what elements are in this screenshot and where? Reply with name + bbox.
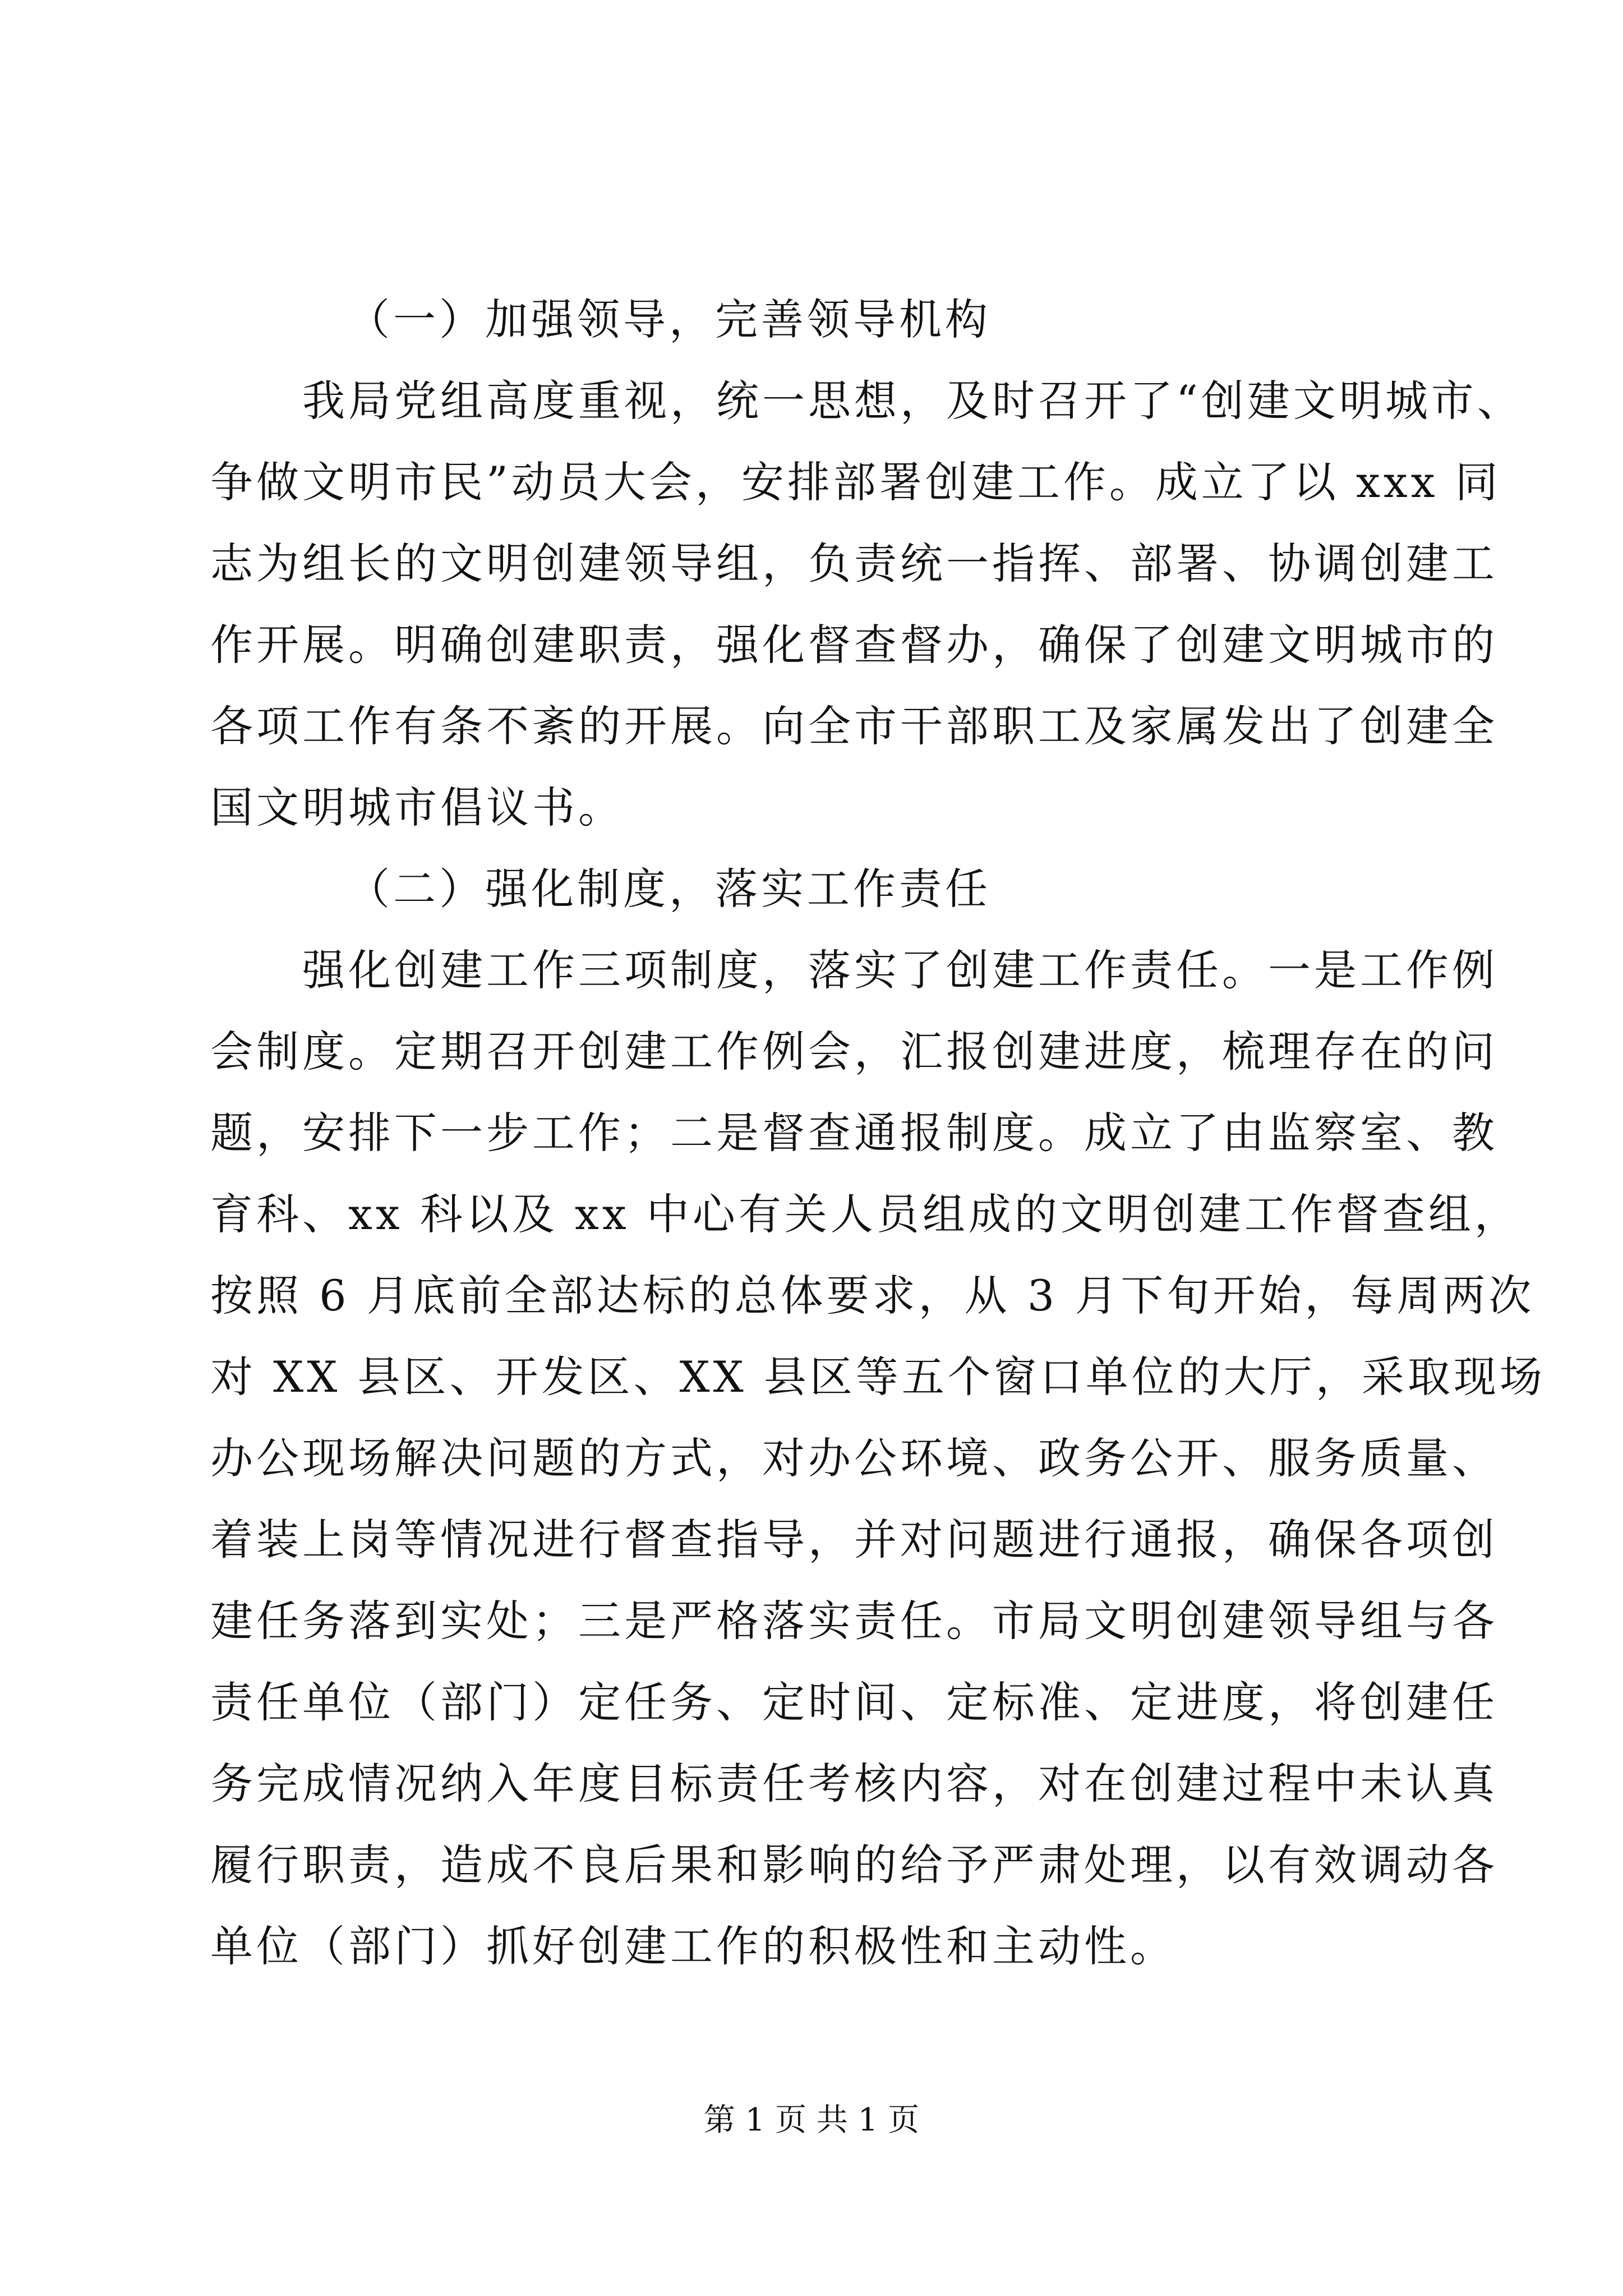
section-heading-2: （二）强化制度，落实工作责任 bbox=[347, 864, 991, 914]
paragraph-line: 务完成情况纳入年度目标责任考核内容，对在创建过程中未认真 bbox=[210, 1759, 1498, 1809]
paragraph-line: 按照 6 月底前全部达标的总体要求，从 3 月下旬开始，每周两次 bbox=[210, 1271, 1535, 1320]
paragraph-line: 责任单位（部门）定任务、定时间、定标准、定进度，将创建任 bbox=[210, 1677, 1498, 1727]
paragraph-line: 国文明城市倡议书。 bbox=[210, 783, 624, 832]
paragraph-line: 强化创建工作三项制度，落实了创建工作责任。一是工作例 bbox=[302, 945, 1498, 995]
paragraph-line: 会制度。定期召开创建工作例会，汇报创建进度，梳理存在的问 bbox=[210, 1027, 1498, 1076]
paragraph-line: 建任务落到实处；三是严格落实责任。市局文明创建领导组与各 bbox=[210, 1596, 1498, 1646]
paragraph-line: 争做文明市民”动员大会，安排部署创建工作。成立了以 xxx 同 bbox=[210, 457, 1501, 507]
paragraph-line: 履行职责，造成不良后果和影响的给予严肃处理，以有效调动各 bbox=[210, 1840, 1498, 1890]
paragraph-line: 题，安排下一步工作；二是督查通报制度。成立了由监察室、教 bbox=[210, 1108, 1498, 1158]
paragraph-line: 各项工作有条不紊的开展。向全市干部职工及家属发出了创建全 bbox=[210, 701, 1498, 751]
paragraph-line: 办公现场解决问题的方式，对办公环境、政务公开、服务质量、 bbox=[210, 1433, 1498, 1483]
paragraph-line: 对 XX 县区、开发区、XX 县区等五个窗口单位的大厅，采取现场 bbox=[210, 1352, 1546, 1402]
paragraph-line: 作开展。明确创建职责，强化督查督办，确保了创建文明城市的 bbox=[210, 620, 1498, 670]
paragraph-line: 着装上岗等情况进行督查指导，并对问题进行通报，确保各项创 bbox=[210, 1515, 1498, 1565]
page-footer: 第 1 页 共 1 页 bbox=[703, 2102, 920, 2138]
section-heading-1: （一）加强领导，完善领导机构 bbox=[347, 295, 991, 344]
paragraph-line: 育科、xx 科以及 xx 中心有关人员组成的文明创建工作督查组， bbox=[210, 1189, 1520, 1239]
paragraph-line: 志为组长的文明创建领导组，负责统一指挥、部署、协调创建工 bbox=[210, 539, 1498, 588]
paragraph-line: 单位（部门）抓好创建工作的积极性和主动性。 bbox=[210, 1921, 1176, 1971]
paragraph-line: 我局党组高度重视，统一思想，及时召开了“创建文明城市、 bbox=[302, 376, 1523, 426]
